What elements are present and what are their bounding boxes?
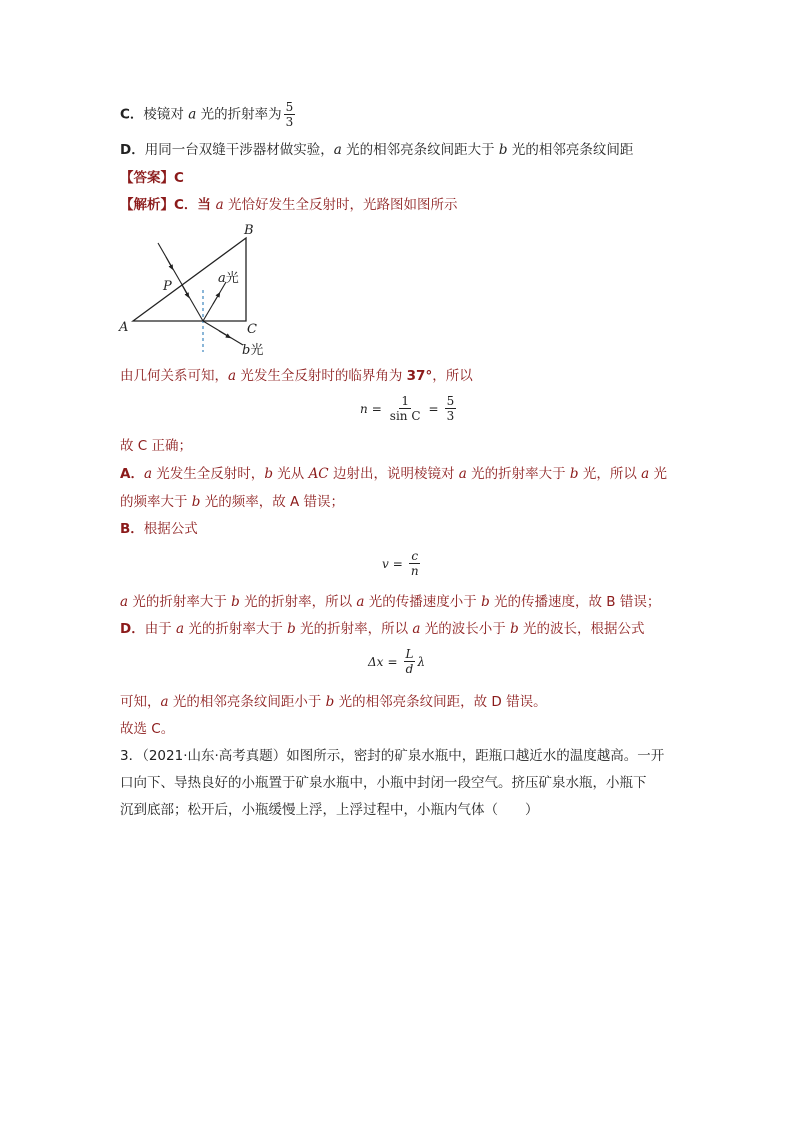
question-3-line1: 3．（2021·山东·高考真题）如图所示，密封的矿泉水瓶中，距瓶口越近水的温度越高。一开	[120, 748, 665, 764]
fraction-5-3: $\frac{5}{3}$	[285, 100, 294, 129]
analysis-label: 【解析】	[120, 197, 174, 213]
a-ray-arrow	[213, 294, 219, 304]
point-label-p: P	[163, 279, 172, 294]
geometry-line: 由几何关系可知，a 光发生全反射时的临界角为 37°，所以	[120, 368, 473, 384]
para-a-line1: A．a 光发生全反射时，b 光从 AC 边射出，说明棱镜对 a 光的折射率大于 b 光，所以 a 光	[120, 466, 668, 482]
option-d-label: D．	[120, 142, 145, 158]
answer-line	[120, 168, 184, 188]
equation-speed: v = $\frac{c}{n}$	[382, 549, 419, 578]
para-b-line: B．根据公式	[120, 521, 198, 537]
vertex-label-b: B	[244, 223, 254, 238]
b-ray-arrow	[219, 331, 229, 337]
option-c: C．棱镜对 a 光的折射率为 $\frac{5}{3}$	[120, 100, 294, 129]
vertex-label-c: C	[247, 322, 257, 337]
question-3-line3: 沉到底部；松开后，小瓶缓慢上浮，上浮过程中，小瓶内气体（ ）	[120, 802, 539, 818]
prism-ray-diagram	[116, 220, 276, 360]
answer-label: 【答案】	[120, 170, 174, 186]
option-d: D．用同一台双缝干涉器材做实验，a 光的相邻亮条纹间距大于 b 光的相邻亮条纹间距	[120, 142, 634, 158]
para-a-line2: 的频率大于 b 光的频率，故 A 错误；	[120, 494, 345, 510]
vertex-label-a: A	[119, 320, 129, 335]
para-b-result: a 光的折射率大于 b 光的折射率，所以 a 光的传播速度小于 b 光的传播速度，故 B 错误；	[120, 594, 661, 610]
analysis-line: 【解析】C．当 a 光恰好发生全反射时，光路图如图所示	[120, 197, 458, 213]
critical-angle: 37°	[406, 368, 433, 384]
para-d-line: D．由于 a 光的折射率大于 b 光的折射率，所以 a 光的波长小于 b 光的波长，根据公式	[120, 621, 645, 637]
question-3-line2: 口向下、导热良好的小瓶置于矿泉水瓶中，小瓶中封闭一段空气。挤压矿泉水瓶，小瓶下	[120, 775, 647, 791]
c-correct-line: 故 C 正确；	[120, 438, 193, 454]
option-c-label: C．	[120, 106, 144, 123]
incident-arrow-1	[166, 257, 172, 268]
equation-fringe-spacing: Δx = $\frac{L}{d}$ λ	[368, 647, 426, 676]
equation-refractive-index: n = $\frac{1}{\text{sin C}}$ = $\frac{5}{3}$	[360, 394, 455, 423]
answer-value: C	[174, 170, 184, 186]
incident-arrow-2	[182, 285, 188, 296]
b-ray-label: b光	[242, 343, 264, 358]
final-choice: 故选 C。	[120, 721, 175, 737]
a-ray-label: a光	[218, 271, 239, 286]
para-d-result: 可知，a 光的相邻亮条纹间距小于 b 光的相邻亮条纹间距，故 D 错误。	[120, 694, 547, 710]
